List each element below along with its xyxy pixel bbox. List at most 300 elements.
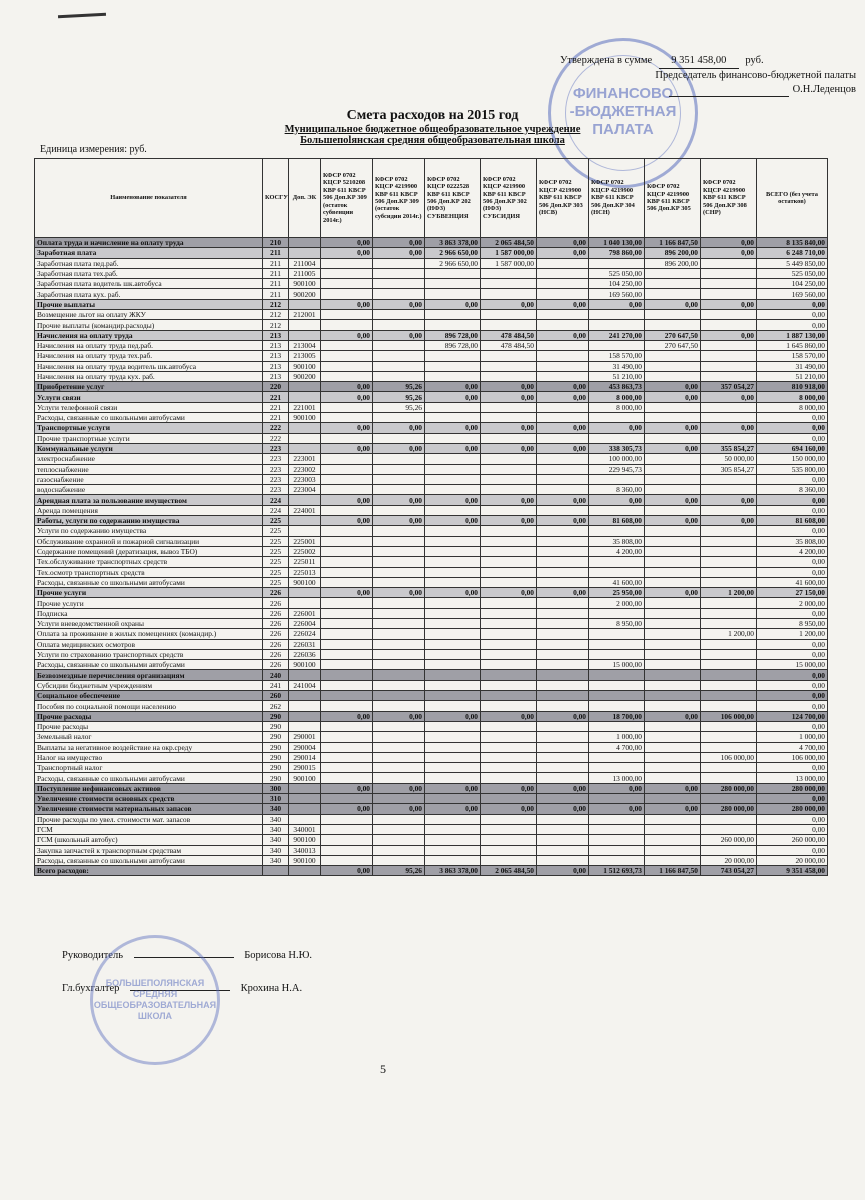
table-row [35,732,828,742]
amount-cell: 106 000,00 [757,752,828,762]
amount-cell [589,639,645,649]
table-row [35,629,828,639]
amount-cell [481,485,537,495]
table-row [35,248,828,258]
amount-cell [645,474,701,484]
amount-cell: 0,00 [481,382,537,392]
table-row [35,598,828,608]
amount-cell: 13 000,00 [589,773,645,783]
amount-cell: 0,00 [757,526,828,536]
kosgu-cell: 221 [263,413,289,423]
kosgu-cell: 290 [263,721,289,731]
amount-cell [537,845,589,855]
amount-cell [425,546,481,556]
amount-cell [321,618,373,628]
amount-cell [589,258,645,268]
dop-ek-cell [289,382,321,392]
amount-cell [425,701,481,711]
amount-cell: 0,00 [589,423,645,433]
accountant-label: Гл.бухгалтер [62,983,120,994]
amount-cell [589,763,645,773]
amount-cell [425,752,481,762]
amount-cell [373,752,425,762]
amount-cell: 169 560,00 [757,289,828,299]
amount-cell [481,660,537,670]
table-row [35,238,828,248]
amount-cell: 8 000,00 [589,392,645,402]
amount-cell: 3 863 378,00 [425,238,481,248]
dop-ek-cell: 226024 [289,629,321,639]
column-header: КФСР 0702 КЦСР 4219900 КВР 611 КВСР 506 Доп.КР 305 [645,159,701,238]
amount-cell [425,649,481,659]
dop-ek-cell: 900100 [289,660,321,670]
amount-cell: 81 608,00 [589,516,645,526]
amount-cell: 1 166 847,50 [645,866,701,876]
amount-cell: 0,00 [645,711,701,721]
amount-cell [481,279,537,289]
amount-cell: 0,00 [425,516,481,526]
row-label: Начисления на оплату труда водитель шк.автобуса [35,361,263,371]
table-row [35,670,828,680]
dop-ek-cell: 900100 [289,855,321,865]
column-header: КФСР 0702 КЦСР 4219900 КВР 611 КВСР 506 Доп.КР 303 (НСВ) [537,159,589,238]
row-label: Заработная плата водитель шк.автобуса [35,279,263,289]
amount-cell [701,289,757,299]
amount-cell: 478 484,50 [481,330,537,340]
table-row [35,454,828,464]
amount-cell: 95,26 [373,382,425,392]
row-label: Услуги телефонной связи [35,402,263,412]
amount-cell [645,855,701,865]
dop-ek-cell [289,526,321,536]
amount-cell [481,546,537,556]
amount-cell [645,454,701,464]
amount-cell: 0,00 [645,495,701,505]
unit-of-measure: Единица измерения: руб. [40,144,147,155]
amount-cell [373,618,425,628]
amount-cell: 27 150,00 [757,588,828,598]
table-row [35,392,828,402]
amount-cell [481,814,537,824]
amount-cell: 525 050,00 [589,268,645,278]
amount-cell [321,279,373,289]
amount-cell [701,618,757,628]
dop-ek-cell [289,238,321,248]
amount-cell [537,598,589,608]
amount-cell [425,794,481,804]
amount-cell [537,618,589,628]
amount-cell: 0,00 [373,783,425,793]
amount-cell: 0,00 [757,824,828,834]
table-row [35,567,828,577]
amount-cell: 4 200,00 [757,546,828,556]
amount-cell [373,320,425,330]
table-row [35,361,828,371]
amount-cell: 31 490,00 [757,361,828,371]
amount-cell [321,814,373,824]
amount-cell [645,660,701,670]
amount-cell: 51 210,00 [757,371,828,381]
kosgu-cell: 224 [263,495,289,505]
amount-cell [645,413,701,423]
row-label: Оплата за проживание в жилых помещениях (командир.) [35,629,263,639]
amount-cell [425,732,481,742]
kosgu-cell: 226 [263,660,289,670]
amount-cell [701,773,757,783]
amount-cell: 41 600,00 [589,577,645,587]
amount-cell [321,413,373,423]
approver-name: О.Н.Леденцов [792,84,856,95]
table-row [35,289,828,299]
amount-cell: 0,00 [537,495,589,505]
row-label: ГСМ (школьный автобус) [35,835,263,845]
amount-cell: 0,00 [757,608,828,618]
row-label: Заработная плата тех.раб. [35,268,263,278]
amount-cell: 0,00 [645,804,701,814]
amount-cell [701,680,757,690]
amount-cell [425,485,481,495]
kosgu-cell: 221 [263,402,289,412]
amount-cell: 8 950,00 [757,618,828,628]
kosgu-cell: 290 [263,711,289,721]
amount-cell [537,279,589,289]
amount-cell [321,701,373,711]
amount-cell [645,752,701,762]
amount-cell: 0,00 [757,567,828,577]
amount-cell [481,526,537,536]
amount-cell [321,557,373,567]
row-label: Тех.обслуживание транспортных средств [35,557,263,567]
amount-cell [701,485,757,495]
amount-cell [321,351,373,361]
amount-cell: 0,00 [537,804,589,814]
amount-cell [425,660,481,670]
dop-ek-cell [289,248,321,258]
amount-cell: 0,00 [321,866,373,876]
amount-cell [425,629,481,639]
kosgu-cell: 220 [263,382,289,392]
kosgu-cell: 340 [263,845,289,855]
amount-cell [701,721,757,731]
amount-cell [481,845,537,855]
amount-cell [645,680,701,690]
table-row [35,680,828,690]
amount-cell: 2 000,00 [757,598,828,608]
row-label: Выплаты за негативное воздействие на окр.среду [35,742,263,752]
dop-ek-cell [289,392,321,402]
row-label: Прочие транспортные услуги [35,433,263,443]
row-label: Безвозмездные перечисления организациям [35,670,263,680]
amount-cell: 280 000,00 [701,783,757,793]
kosgu-cell: 213 [263,351,289,361]
amount-cell [645,835,701,845]
kosgu-cell: 212 [263,310,289,320]
amount-cell [373,598,425,608]
amount-cell [321,505,373,515]
dop-ek-cell [289,299,321,309]
kosgu-cell: 225 [263,526,289,536]
amount-cell [589,526,645,536]
amount-cell [373,773,425,783]
amount-cell: 0,00 [757,721,828,731]
amount-cell [425,773,481,783]
dop-ek-cell: 225001 [289,536,321,546]
amount-cell [481,670,537,680]
amount-cell [537,721,589,731]
amount-cell: 0,00 [373,711,425,721]
dop-ek-cell: 211004 [289,258,321,268]
amount-cell [425,598,481,608]
approved-label: Утверждена в сумме [560,55,653,66]
amount-cell [481,361,537,371]
amount-cell [645,433,701,443]
amount-cell [373,608,425,618]
dop-ek-cell [289,701,321,711]
amount-cell [589,691,645,701]
amount-cell: 0,00 [425,392,481,402]
amount-cell: 0,00 [373,588,425,598]
amount-cell [321,855,373,865]
amount-cell [701,505,757,515]
kosgu-cell [263,866,289,876]
amount-cell [481,691,537,701]
row-label: Прочие услуги [35,588,263,598]
amount-cell [373,845,425,855]
amount-cell: 5 449 850,00 [757,258,828,268]
kosgu-cell: 226 [263,618,289,628]
kosgu-cell: 290 [263,763,289,773]
amount-cell [373,660,425,670]
amount-cell [321,835,373,845]
amount-cell: 0,00 [757,639,828,649]
kosgu-cell: 290 [263,773,289,783]
amount-cell [321,474,373,484]
dop-ek-cell: 223003 [289,474,321,484]
table-row [35,711,828,721]
kosgu-cell: 213 [263,330,289,340]
table-row [35,443,828,453]
amount-cell [645,577,701,587]
amount-cell: 0,00 [645,516,701,526]
amount-cell [645,268,701,278]
dop-ek-cell: 900100 [289,835,321,845]
column-header: КФСР 0702 КЦСР 4219900 КВР 611 КВСР 506 Доп.КР 309 (остаток субсидии 2014г.) [373,159,425,238]
amount-cell: 8 360,00 [757,485,828,495]
amount-cell [645,351,701,361]
amount-cell: 896 728,00 [425,330,481,340]
amount-cell: 453 863,73 [589,382,645,392]
amount-cell [645,845,701,855]
dop-ek-cell [289,721,321,731]
amount-cell [321,660,373,670]
amount-cell: 0,00 [321,423,373,433]
amount-cell: 241 270,00 [589,330,645,340]
amount-cell: 0,00 [425,588,481,598]
amount-cell: 280 000,00 [757,804,828,814]
amount-cell: 0,00 [321,804,373,814]
amount-cell [425,824,481,834]
table-row [35,752,828,762]
amount-cell [373,732,425,742]
row-label: Услуги по страхованию транспортных средств [35,649,263,659]
amount-cell: 0,00 [537,248,589,258]
kosgu-cell: 262 [263,701,289,711]
amount-cell [481,289,537,299]
amount-cell: 0,00 [757,701,828,711]
amount-cell: 0,00 [537,866,589,876]
amount-cell [701,732,757,742]
amount-cell [425,351,481,361]
amount-cell [373,824,425,834]
amount-cell [537,536,589,546]
amount-cell [373,546,425,556]
amount-cell [537,855,589,865]
row-label: Поступление нефинансовых активов [35,783,263,793]
table-row [35,340,828,350]
head-label: Руководитель [62,950,123,961]
amount-cell [321,845,373,855]
amount-cell [321,567,373,577]
amount-cell [645,361,701,371]
amount-cell: 0,00 [757,814,828,824]
amount-cell: 3 863 378,00 [425,866,481,876]
amount-cell: 1 200,00 [757,629,828,639]
table-row [35,721,828,731]
dop-ek-cell: 226004 [289,618,321,628]
amount-cell [425,845,481,855]
amount-cell [321,340,373,350]
amount-cell [321,289,373,299]
amount-cell [321,526,373,536]
kosgu-cell: 226 [263,598,289,608]
kosgu-cell: 226 [263,639,289,649]
amount-cell [321,629,373,639]
row-label: Прочие расходы [35,711,263,721]
approved-amount: 9 351 458,00 [659,54,739,69]
amount-cell: 0,00 [321,248,373,258]
amount-cell: 0,00 [481,299,537,309]
amount-cell: 896 200,00 [645,248,701,258]
amount-cell [645,279,701,289]
amount-cell [645,526,701,536]
amount-cell [373,701,425,711]
amount-cell [373,835,425,845]
table-row [35,258,828,268]
dop-ek-cell [289,598,321,608]
amount-cell: 35 808,00 [757,536,828,546]
amount-cell [481,608,537,618]
amount-cell [645,598,701,608]
amount-cell [321,577,373,587]
amount-cell [425,557,481,567]
amount-cell: 0,00 [645,588,701,598]
budget-table [34,158,828,876]
accountant-name: Крохина Н.А. [240,983,303,994]
amount-cell [321,639,373,649]
amount-cell: 1 512 693,73 [589,866,645,876]
dop-ek-cell [289,783,321,793]
table-row [35,268,828,278]
amount-cell [537,567,589,577]
table-row [35,371,828,381]
amount-cell [537,310,589,320]
amount-cell [701,536,757,546]
amount-cell [701,474,757,484]
amount-cell [373,258,425,268]
row-label: Увеличение стоимости основных средств [35,794,263,804]
amount-cell: 280 000,00 [757,783,828,793]
amount-cell: 0,00 [757,557,828,567]
amount-cell [537,413,589,423]
title-school: Большепolянская средняя общеобразовательная школа [300,135,565,146]
amount-cell: 2 000,00 [589,598,645,608]
amount-cell [537,526,589,536]
kosgu-cell: 340 [263,835,289,845]
column-header: КФСР 0702 КЦСР 0222528 КВР 611 КВСР 506 Доп.КР 202 (НФЗ) СУБВЕНЦИЯ [425,159,481,238]
amount-cell: 35 808,00 [589,536,645,546]
amount-cell: 0,00 [373,238,425,248]
amount-cell [537,557,589,567]
row-label: Закупка запчастей к транспортным средствам [35,845,263,855]
dop-ek-cell: 900100 [289,361,321,371]
table-row [35,330,828,340]
amount-cell: 0,00 [757,649,828,659]
amount-cell: 0,00 [425,443,481,453]
amount-cell [481,464,537,474]
amount-cell [425,474,481,484]
amount-cell [481,763,537,773]
table-row [35,320,828,330]
amount-cell [645,824,701,834]
kosgu-cell: 223 [263,454,289,464]
amount-cell [373,670,425,680]
amount-cell [537,773,589,783]
amount-cell [481,618,537,628]
table-row [35,845,828,855]
amount-cell: 0,00 [757,433,828,443]
kosgu-cell: 340 [263,855,289,865]
dop-ek-cell: 340001 [289,824,321,834]
row-label: Услуги связи [35,392,263,402]
amount-cell: 8 360,00 [589,485,645,495]
amount-cell [481,402,537,412]
table-row [35,794,828,804]
amount-cell: 0,00 [757,680,828,690]
dop-ek-cell [289,866,321,876]
amount-cell [701,577,757,587]
amount-cell: 95,26 [373,402,425,412]
amount-cell [537,258,589,268]
amount-cell [321,794,373,804]
amount-cell [481,371,537,381]
amount-cell: 0,00 [373,804,425,814]
amount-cell [481,320,537,330]
amount-cell: 150 000,00 [757,454,828,464]
amount-cell [321,371,373,381]
amount-cell: 0,00 [481,423,537,433]
amount-cell [373,474,425,484]
amount-cell [645,546,701,556]
amount-cell: 106 000,00 [701,752,757,762]
amount-cell [425,454,481,464]
amount-cell [373,639,425,649]
row-label: Обслуживание охранной и пожарной сигнализации [35,536,263,546]
amount-cell [373,279,425,289]
amount-cell: 0,00 [481,588,537,598]
kosgu-cell: 224 [263,505,289,515]
dop-ek-cell: 290015 [289,763,321,773]
amount-cell [537,701,589,711]
